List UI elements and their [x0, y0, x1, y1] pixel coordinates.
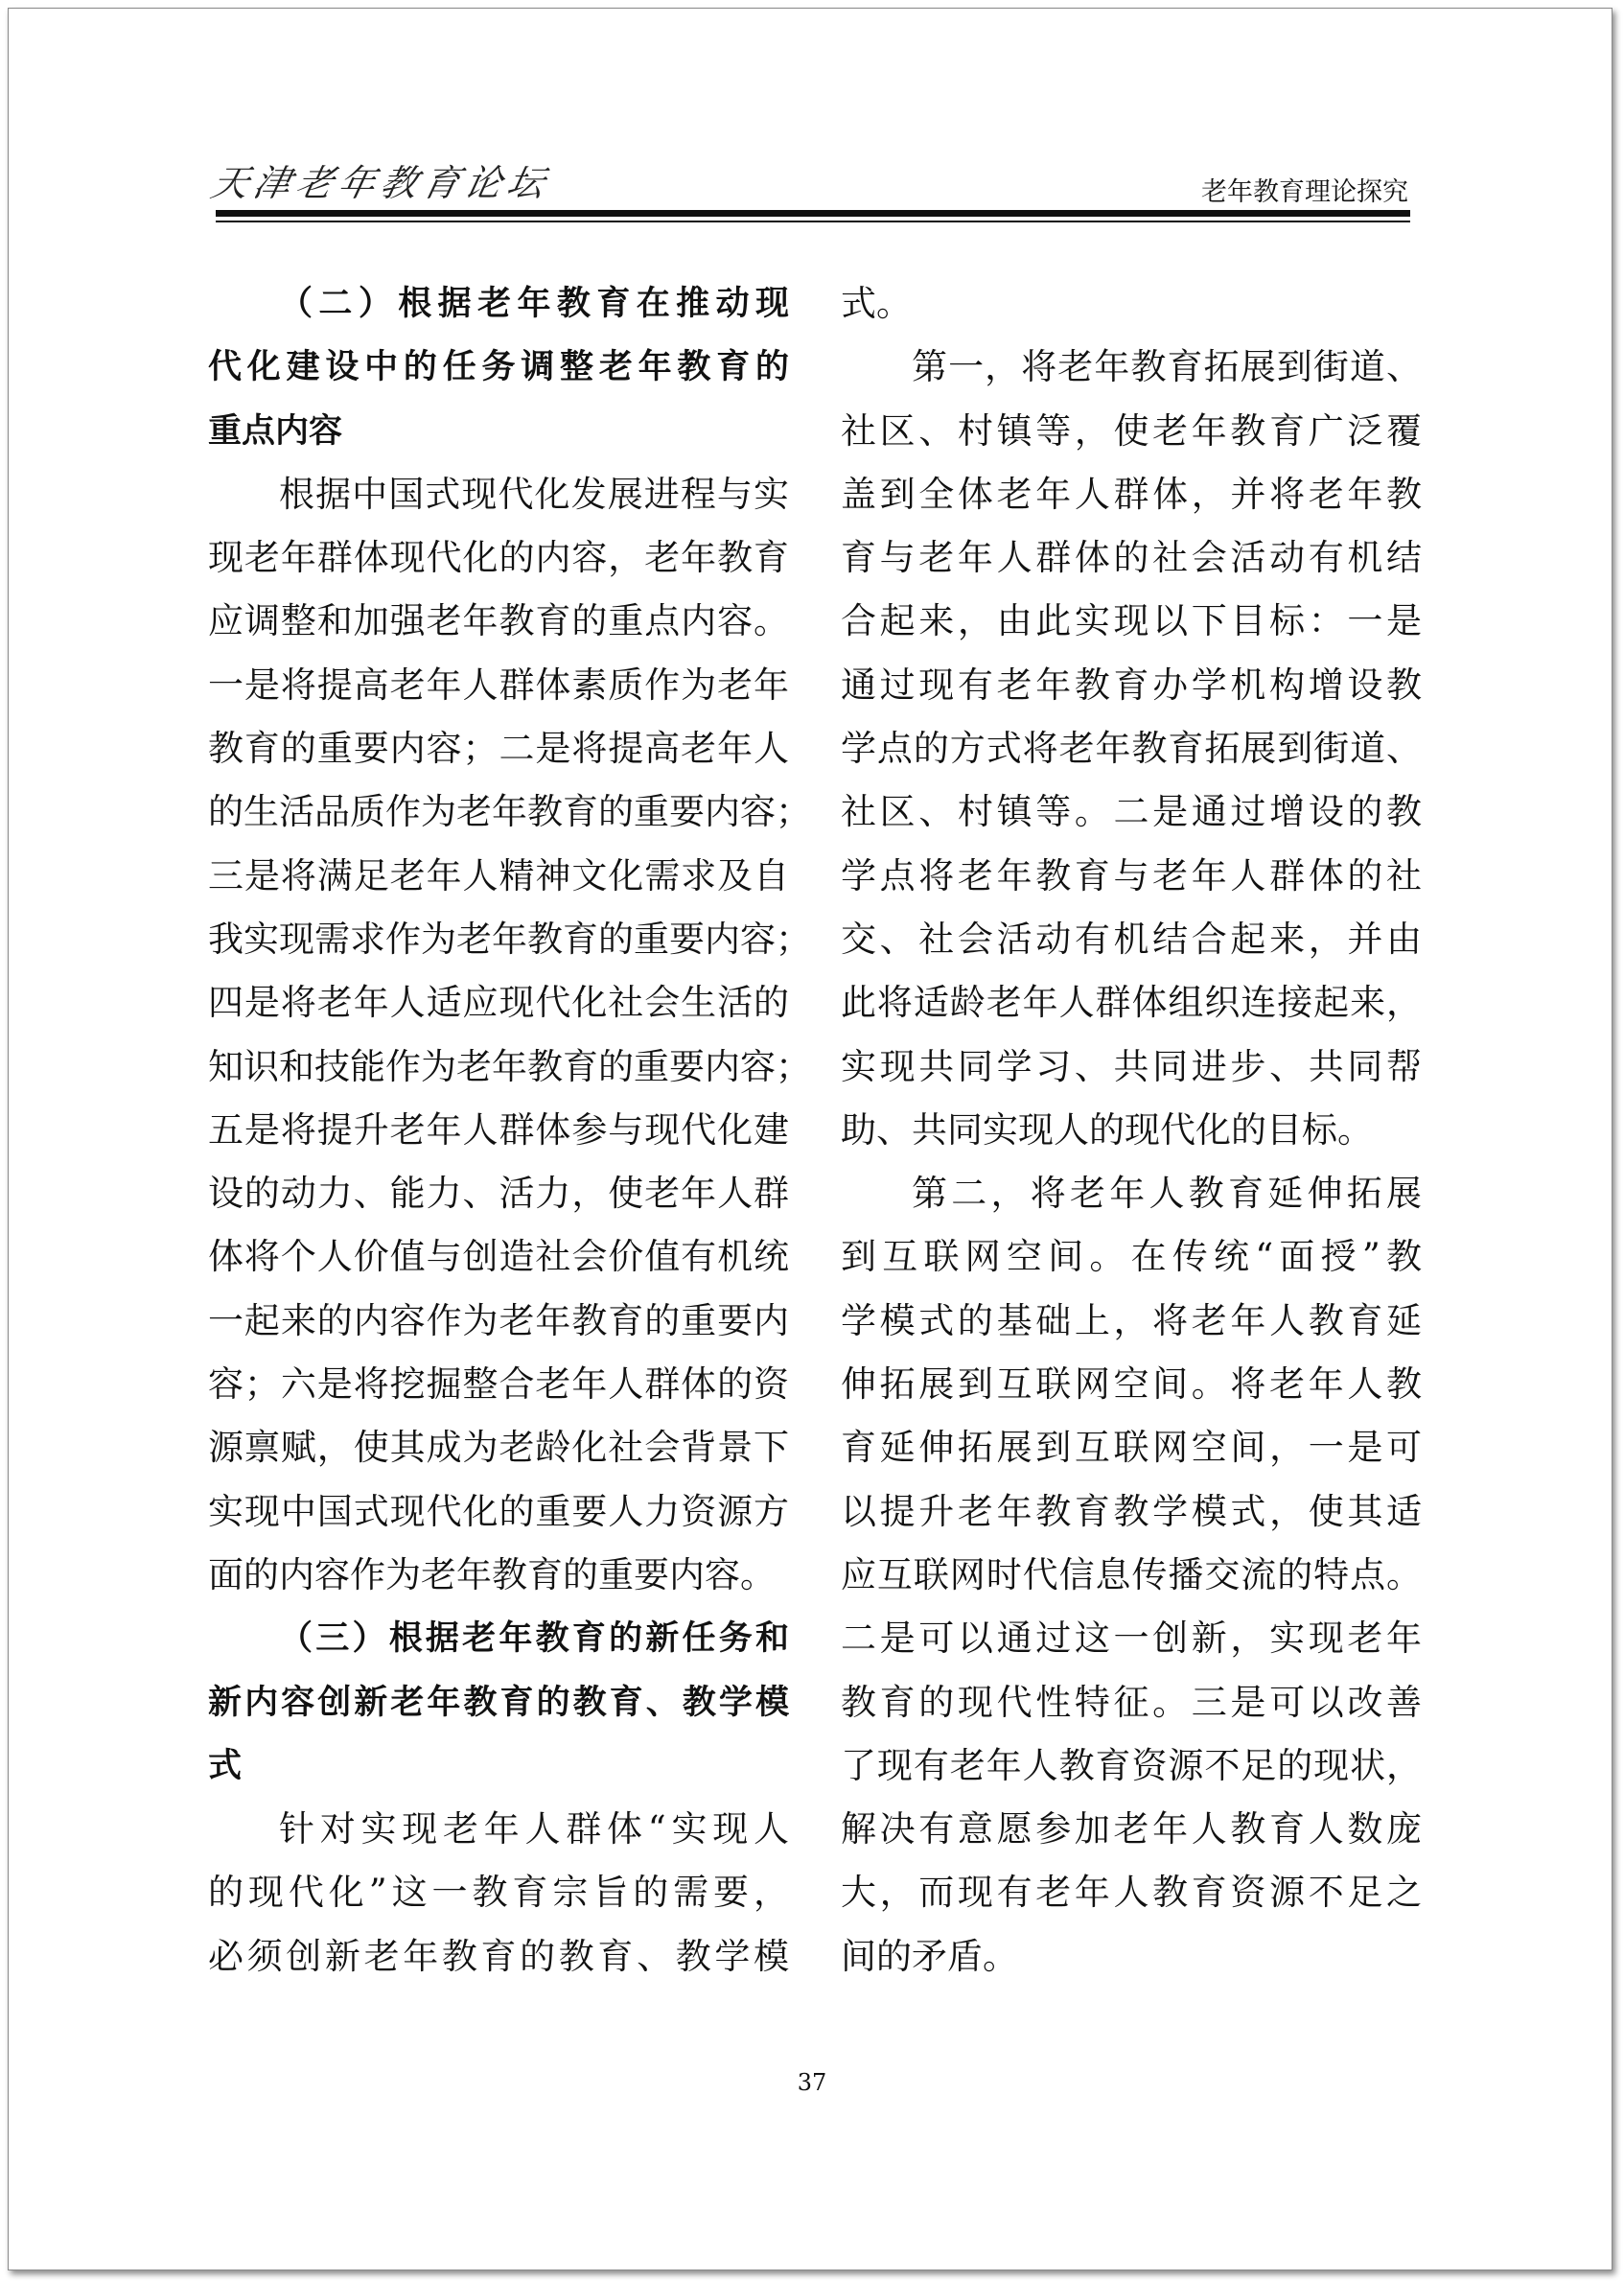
- text-line: 育与老年人群体的社会活动有机结: [841, 537, 1422, 579]
- right-column: [841, 272, 1422, 1989]
- heading-line: （二）根据老年教育在推动现: [279, 285, 789, 323]
- text-line: 以提升老年教育教学模式，使其适: [841, 1490, 1422, 1532]
- text-line: 合起来，由此实现以下目标：一是: [841, 600, 1422, 642]
- text-line: 应互联网时代信息传播交流的特点。: [841, 1553, 1422, 1595]
- text-line: 教育的重要内容；二是将提高老年人: [208, 728, 789, 770]
- text-line: 第二，将老年人教育延伸拓展: [912, 1173, 1422, 1215]
- text-line: 针对实现老年人群体“实现人: [279, 1808, 789, 1850]
- text-line: 社区、村镇等。二是通过增设的教: [841, 791, 1422, 833]
- heading-line: 代化建设中的任务调整老年教育的: [208, 348, 789, 387]
- header-rule-thin: [216, 221, 1410, 222]
- text-line: 一起来的内容作为老年教育的重要内: [208, 1299, 789, 1341]
- text-line: 学点的方式将老年教育拓展到街道、: [841, 728, 1422, 770]
- text-line: 助、共同实现人的现代化的目标。: [841, 1108, 1373, 1151]
- text-line: 现老年群体现代化的内容，老年教育: [208, 537, 789, 579]
- heading-line: 新内容创新老年教育的教育、教学模: [208, 1683, 789, 1722]
- text-line: 式。: [841, 283, 912, 324]
- text-line: 学模式的基础上，将老年人教育延: [841, 1299, 1422, 1341]
- text-line: 三是将满足老年人精神文化需求及自: [208, 854, 789, 896]
- heading-line: 式: [208, 1746, 243, 1785]
- section-title: 老年教育理论探究: [1201, 177, 1408, 207]
- text-line: 容；六是将挖掘整合老年人群体的资: [208, 1363, 789, 1406]
- text-line: 通过现有老年教育办学机构增设教: [841, 663, 1422, 706]
- text-line: 大，而现有老年人教育资源不足之: [841, 1872, 1422, 1914]
- text-line: 五是将提升老年人群体参与现代化建: [208, 1108, 789, 1151]
- text-line: 源禀赋，使其成为老龄化社会背景下: [208, 1427, 789, 1469]
- text-line: 社区、村镇等，使老年教育广泛覆: [841, 409, 1422, 452]
- text-line: 了现有老年人教育资源不足的现状，: [841, 1744, 1422, 1786]
- text-line: 实现中国式现代化的重要人力资源方: [208, 1490, 789, 1532]
- text-line: 知识和技能作为老年教育的重要内容；: [208, 1045, 811, 1087]
- text-line: 应调整和加强老年教育的重点内容。: [208, 600, 789, 642]
- text-line: 到互联网空间。在传统“面授”教: [841, 1236, 1422, 1278]
- text-line: 实现共同学习、共同进步、共同帮: [841, 1045, 1422, 1087]
- heading-line: 重点内容: [208, 411, 343, 451]
- page-number: 37: [797, 2069, 827, 2096]
- text-line: 第一，将老年教育拓展到街道、: [912, 346, 1422, 388]
- text-line: 一是将提高老年人群体素质作为老年: [208, 663, 789, 706]
- text-line: 的现代化”这一教育宗旨的需要，: [208, 1872, 789, 1914]
- heading-line: （三）根据老年教育的新任务和: [279, 1619, 789, 1659]
- text-line: 根据中国式现代化发展进程与实: [279, 473, 789, 515]
- text-line: 教育的现代性特征。三是可以改善: [841, 1681, 1422, 1723]
- text-line: 的生活品质作为老年教育的重要内容；: [208, 791, 811, 833]
- text-line: 二是可以通过这一创新，实现老年: [841, 1618, 1422, 1660]
- text-line: 解决有意愿参加老年人教育人数庞: [841, 1808, 1422, 1850]
- text-line: 体将个人价值与创造社会价值有机统: [208, 1236, 789, 1278]
- text-line: 盖到全体老年人群体，并将老年教: [841, 473, 1422, 515]
- text-line: 育延伸拓展到互联网空间，一是可: [841, 1427, 1422, 1469]
- text-line: 此将适龄老年人群体组织连接起来，: [841, 982, 1422, 1024]
- text-line: 交、社会活动有机结合起来，并由: [841, 918, 1422, 960]
- text-line: 伸拓展到互联网空间。将老年人教: [841, 1363, 1422, 1406]
- text-line: 学点将老年教育与老年人群体的社: [841, 854, 1422, 896]
- text-line: 我实现需求作为老年教育的重要内容；: [208, 918, 811, 960]
- left-column: [208, 272, 811, 1989]
- header-rule-thick: [216, 210, 1410, 217]
- text-line: 必须创新老年教育的教育、教学模: [208, 1935, 789, 1977]
- text-line: 面的内容作为老年教育的重要内容。: [208, 1553, 776, 1595]
- text-line: 设的动力、能力、活力，使老年人群: [208, 1173, 789, 1215]
- journal-logo: 天津老年教育论坛: [207, 162, 554, 204]
- text-line: 间的矛盾。: [841, 1935, 1018, 1977]
- text-line: 四是将老年人适应现代化社会生活的: [208, 982, 789, 1024]
